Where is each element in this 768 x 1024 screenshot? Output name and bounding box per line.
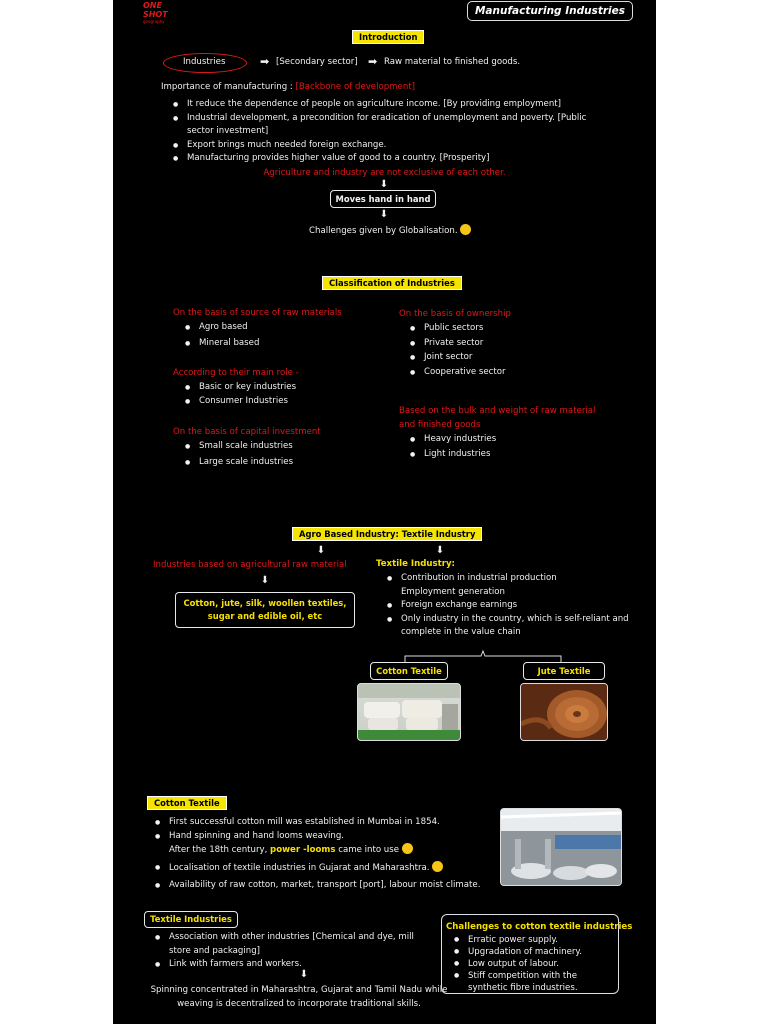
list-item: ● Mineral based (183, 337, 259, 351)
raw-material-list (183, 321, 259, 350)
list-item: ● Large scale industries (183, 456, 293, 470)
cotton-bales-image (357, 683, 461, 741)
cotton-bales-illustration (358, 684, 460, 740)
cotton-textile-label: Cotton Textile (370, 662, 448, 680)
list-item: ● Cooperative sector (408, 366, 506, 380)
challenges-title: Challenges to cotton textile industries (446, 922, 633, 932)
power-looms-line (169, 845, 413, 855)
list-item: ● Stiff competition with the synthetic fibre industries. (452, 970, 614, 994)
list-item: ● Availability of raw cotton, market, transport [port], labour moist climate. (153, 879, 523, 893)
thinking-emoji-icon (402, 843, 413, 854)
list-item: ● Small scale industries (183, 440, 293, 454)
challenges-box (441, 914, 633, 994)
list-item: ● Basic or key industries (183, 381, 296, 395)
localisation-text: Localisation of textile industries in Gujarat and Maharashtra. (169, 862, 430, 873)
bulk-title: Based on the bulk and weight of raw material and finished goods (399, 406, 596, 430)
list-item: ● First successful cotton mill was established in Mumbai in 1854. (153, 816, 523, 830)
importance-list (171, 98, 601, 166)
list-item: ● Only industry in the country, which is self-reliant and complete in the value chain (385, 613, 629, 640)
cotton-textile-list (153, 816, 523, 893)
list-item: ● Link with farmers and workers. (153, 958, 435, 972)
down-arrow-icon: ⬇ (260, 575, 270, 586)
list-item: ● Public sectors (408, 322, 506, 336)
main-role-title: According to their main role - (173, 368, 299, 378)
raw-material-title: On the basis of source of raw materials (173, 308, 342, 318)
list-item: ● Private sector (408, 337, 506, 351)
thinking-emoji-icon (460, 224, 471, 235)
classification-heading: Classification of Industries (322, 276, 462, 290)
list-item: ● Foreign exchange earnings (385, 599, 629, 613)
list-item: ● Contribution in industrial production Employment generation (385, 572, 591, 599)
importance-tag: [Backbone of development] (295, 82, 415, 92)
jute-textile-label: Jute Textile (523, 662, 605, 680)
agro-heading: Agro Based Industry: Textile Industry (292, 527, 482, 541)
secondary-sector: [Secondary sector] (276, 57, 358, 67)
spinning-note: Spinning concentrated in Maharashtra, Gujarat and Tamil Nadu while weaving is decentralized to incorporate traditional skills. (150, 985, 448, 1009)
moves-hand-box: Moves hand in hand (330, 190, 436, 208)
power-looms-highlight: power -looms (270, 845, 336, 855)
down-arrow-icon: ⬇ (316, 545, 326, 556)
textile-mill-illustration (501, 809, 621, 885)
importance-line (161, 81, 415, 94)
list-item: ● Agro based (183, 321, 259, 335)
list-item (153, 861, 523, 876)
down-arrow-icon: ⬇ (299, 969, 309, 980)
list-item: ● Association with other industries [Chemical and dye, mill store and packaging] (153, 931, 435, 958)
down-arrow-icon: ⬇ (435, 545, 445, 556)
right-arrow-icon: ➡ (368, 55, 378, 68)
list-item: ● Consumer Industries (183, 395, 296, 409)
list-item: ● Heavy industries (408, 433, 496, 447)
list-item: ● Joint sector (408, 351, 506, 365)
cotton-textile-heading: Cotton Textile (147, 796, 227, 810)
challenges-list (452, 934, 614, 994)
list-item: ● Light industries (408, 448, 496, 462)
textile-mill-image (500, 808, 622, 886)
agri-raw-title: Industries based on agricultural raw material (153, 560, 347, 570)
after-18th-text: After the 18th century, (169, 845, 268, 855)
textile-industry-list (385, 572, 629, 640)
logo-line1: ONE SHOT (143, 1, 168, 19)
challenges-globalisation (309, 224, 471, 238)
right-arrow-icon: ➡ (260, 55, 270, 68)
logo (143, 1, 181, 24)
down-arrow-icon: ⬇ (379, 179, 389, 190)
came-into-use-text: came into use (338, 845, 400, 855)
down-arrow-icon: ⬇ (379, 209, 389, 220)
page-title: Manufacturing Industries (467, 1, 633, 21)
main-role-list (183, 381, 296, 408)
list-item (153, 830, 523, 858)
list-item: ● Export brings much needed foreign exchange. (171, 139, 601, 153)
jute-roll-image (520, 683, 608, 741)
agri-products-box: Cotton, jute, silk, woollen textiles, sugar and edible oil, etc (175, 592, 355, 628)
raw-to-finished: Raw material to finished goods. (384, 57, 521, 67)
list-item: ● Low output of labour. (452, 958, 614, 970)
capital-title: On the basis of capital investment (173, 427, 321, 437)
industries-label: Industries (183, 57, 226, 67)
agri-industry-note: Agriculture and industry are not exclusive of each other. (263, 168, 506, 178)
textile-industry-title: Textile Industry: (376, 559, 455, 569)
textile-industries-list (153, 931, 435, 972)
ownership-list (408, 322, 506, 379)
hand-spinning-text: Hand spinning and hand looms weaving. (169, 830, 345, 841)
bulk-list (408, 433, 496, 461)
thinking-emoji-icon (432, 861, 443, 872)
list-item: ● Upgradation of machinery. (452, 946, 614, 958)
list-item: ● Manufacturing provides higher value of good to a country. [Prosperity] (171, 152, 601, 166)
jute-roll-illustration (521, 684, 607, 740)
notes-sheet (113, 0, 656, 1024)
challenges-text: Challenges given by Globalisation. (309, 226, 458, 236)
list-item: ● It reduce the dependence of people on agriculture income. [By providing employment] (171, 98, 601, 112)
list-item: ● Erratic power supply. (452, 934, 614, 946)
list-item: ● Industrial development, a precondition for eradication of unemployment and poverty. [Public sector investment] (171, 112, 601, 139)
logo-line2: geography (143, 19, 165, 24)
ownership-title: On the basis of ownership (399, 309, 511, 319)
capital-list (183, 440, 293, 469)
introduction-heading: Introduction (352, 30, 424, 44)
textile-industries-heading: Textile Industries (144, 911, 238, 928)
importance-label: Importance of manufacturing : (161, 82, 293, 92)
